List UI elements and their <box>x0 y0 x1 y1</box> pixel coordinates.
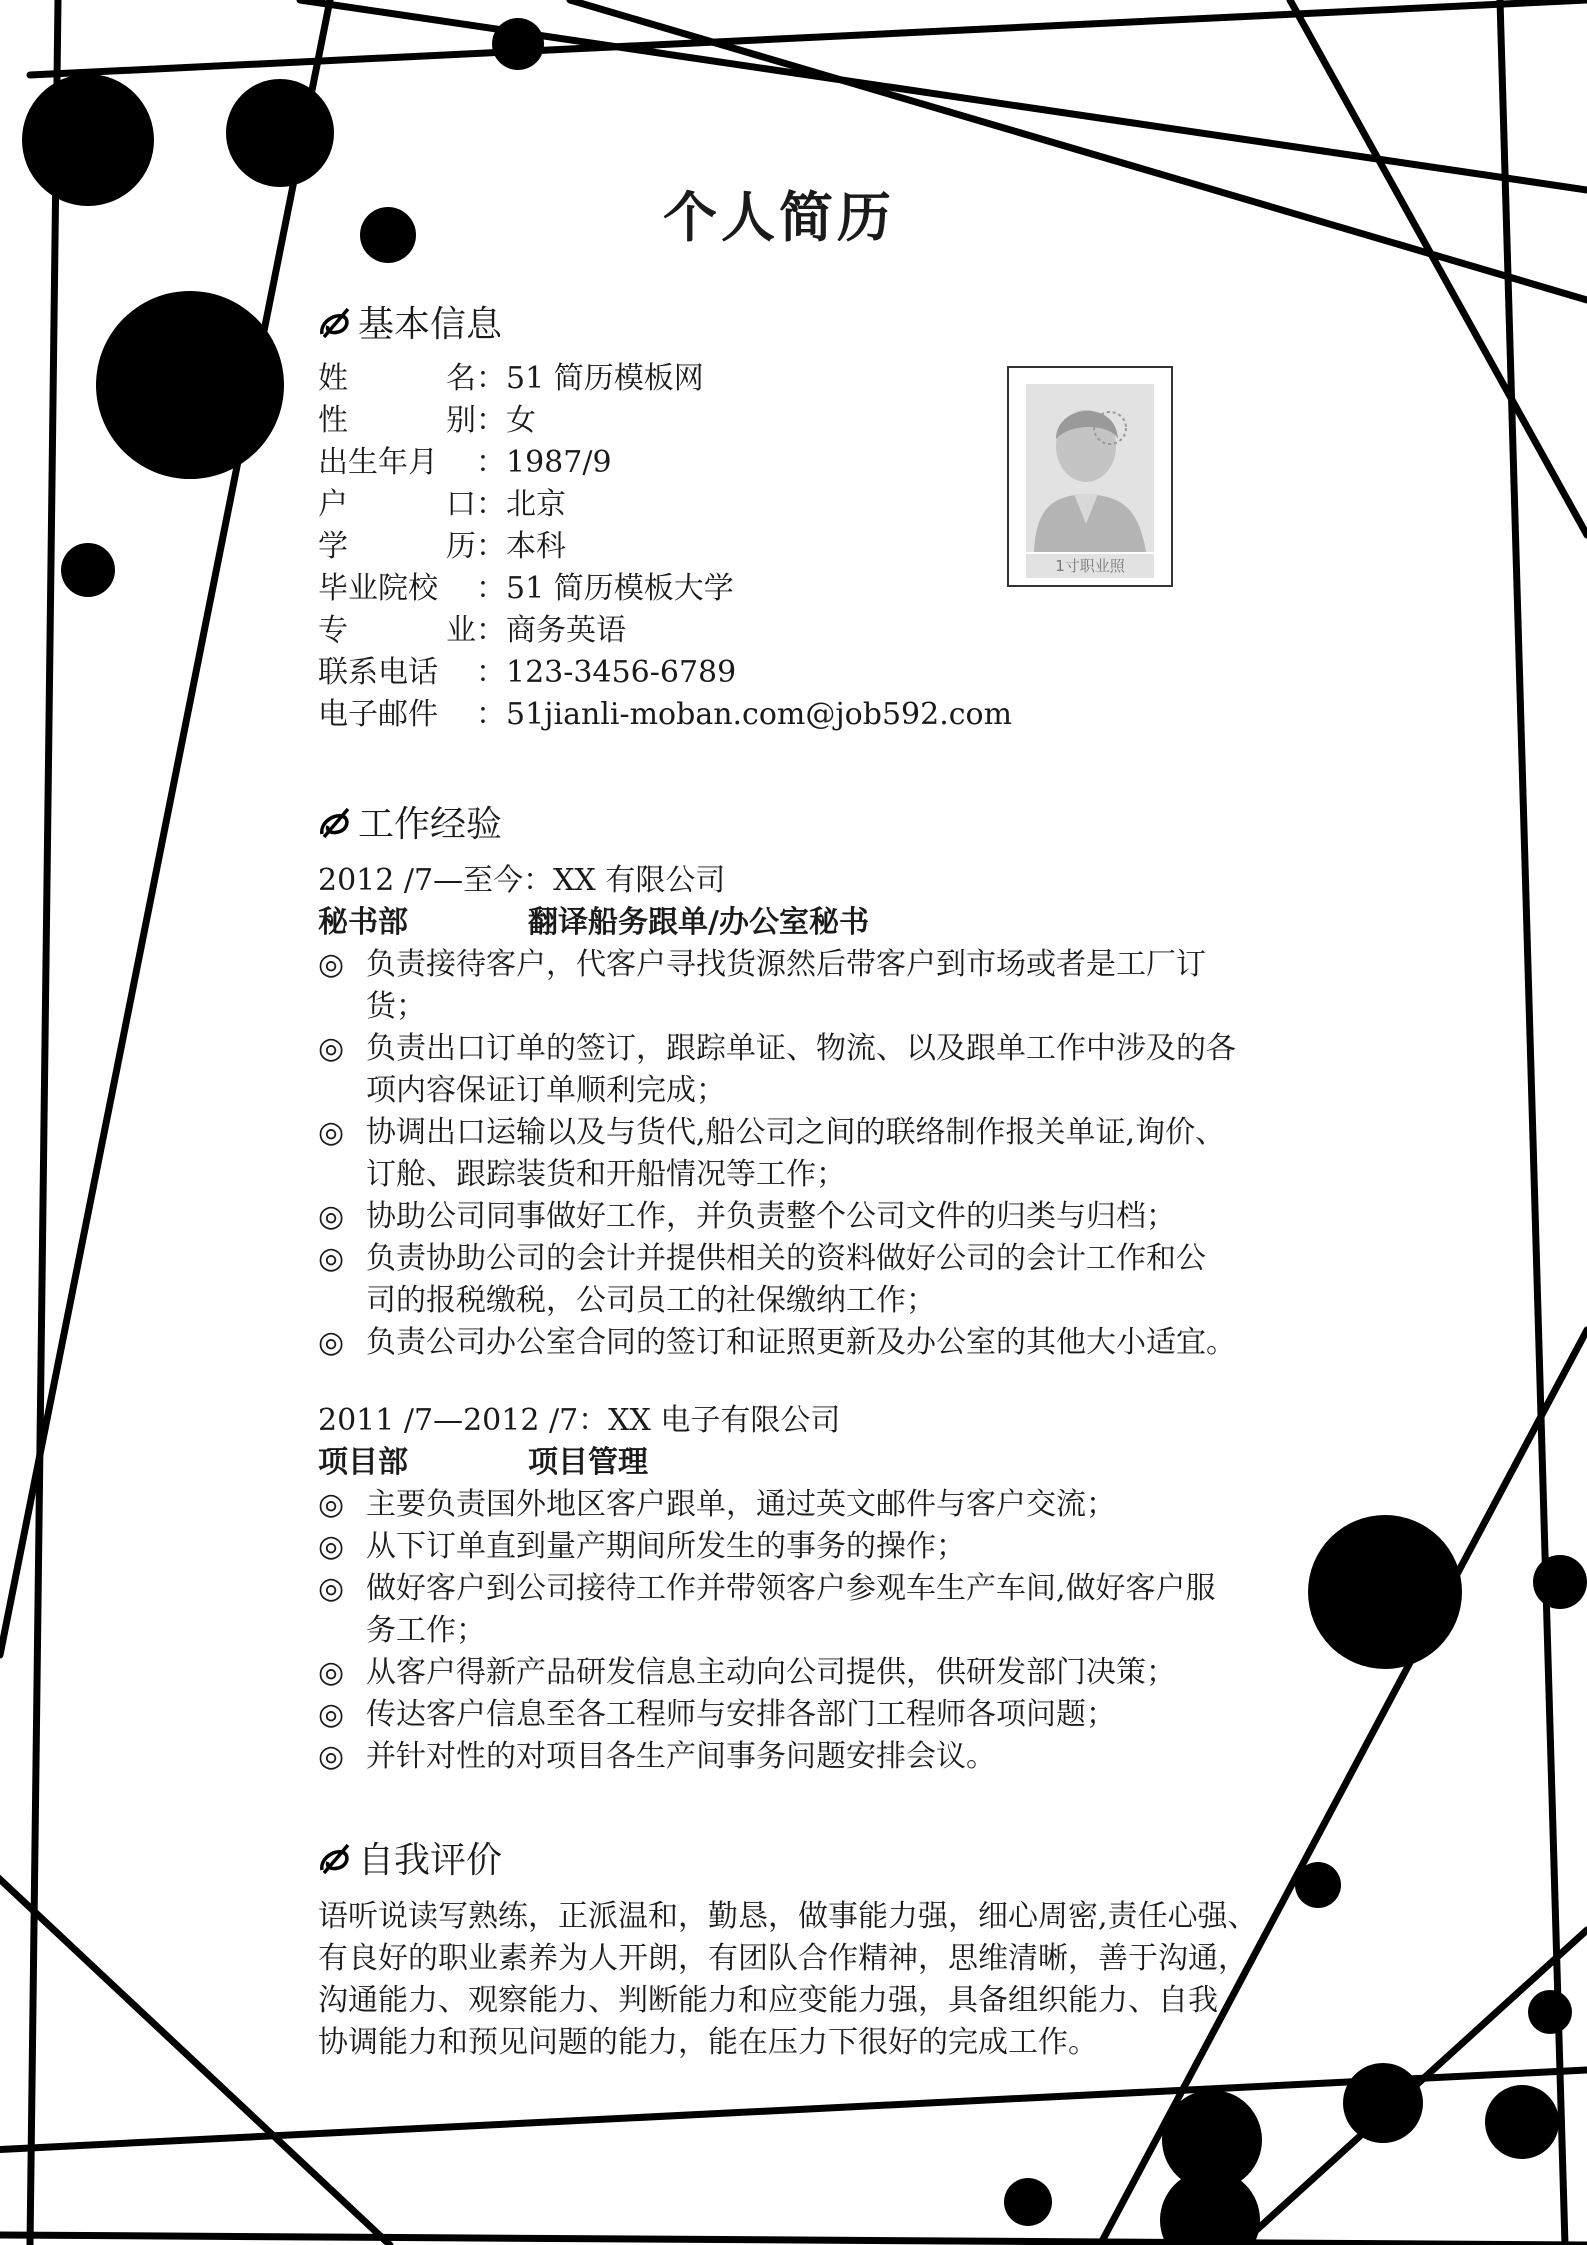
list-item: ◎ 负责公司办公室合同的签订和证照更新及办公室的其他大小适宜。 <box>318 1322 1298 1364</box>
info-label: 毕业院校 <box>318 571 438 606</box>
info-row-school: 毕业院校 ： 51 简历模板大学 <box>318 568 1012 610</box>
avatar <box>1026 384 1154 552</box>
bullet-icon: ◎ <box>318 1529 345 1564</box>
list-item: ◎ 并针对性的对项目各生产间事务问题安排会议。 <box>318 1736 1298 1778</box>
bullet-icon: ◎ <box>318 1199 345 1234</box>
job-role <box>318 1442 1298 1484</box>
info-value: 北京 <box>506 487 566 522</box>
info-label: 性 别 <box>318 403 476 438</box>
section-title: 工作经验 <box>358 804 503 845</box>
info-label: 出生年月 <box>318 445 438 480</box>
bullet-icon: ◎ <box>318 1031 345 1066</box>
info-label: 户 口 <box>318 487 476 522</box>
text-line: 语听说读写熟练，正派温和，勤恳，做事能力强，细心周密,责任心强、 <box>318 1899 1258 1934</box>
info-value: 123-3456-6789 <box>506 655 737 690</box>
info-label: 专 业 <box>318 613 476 648</box>
info-value: 本科 <box>506 529 566 564</box>
list-item: ◎ 从客户得新产品研发信息主动向公司提供，供研发部门决策； <box>318 1652 1298 1694</box>
text-line: 协调能力和预见问题的能力，能在压力下很好的完成工作。 <box>318 2025 1098 2060</box>
info-row-hukou: 户 口 ： 北京 <box>318 484 1012 526</box>
bullet-icon: ◎ <box>318 1325 345 1360</box>
info-label: 姓 名 <box>318 361 476 396</box>
job-role <box>318 902 1298 944</box>
photo-placeholder <box>1007 366 1173 587</box>
job-position: 项目管理 <box>528 1445 648 1480</box>
section-self-evaluation <box>318 1832 502 1883</box>
job-department: 项目部 <box>318 1445 408 1480</box>
info-row-education: 学 历 ： 本科 <box>318 526 1012 568</box>
bullet-icon: ◎ <box>318 1241 345 1276</box>
info-value: 1987/9 <box>506 445 612 480</box>
job-entry <box>318 860 1298 1364</box>
list-item: ◎ 主要负责国外地区客户跟单，通过英文邮件与客户交流； <box>318 1484 1298 1526</box>
info-row-birth: 出生年月 ： 1987/9 <box>318 442 1012 484</box>
bullet-icon: ◎ <box>318 1115 345 1150</box>
job-department: 秘书部 <box>318 905 408 940</box>
bullet-icon: ◎ <box>318 1487 345 1522</box>
info-label: 电子邮件 <box>318 697 438 732</box>
section-work-experience <box>318 796 502 847</box>
list-item: ◎ 协调出口运输以及与货代,船公司之间的联络制作报关单证,询价、 订舱、跟踪装货和开船情况等工作； <box>318 1112 1298 1196</box>
info-value: 女 <box>506 403 536 438</box>
list-item: ◎ 传达客户信息至各工程师与安排各部门工程师各项问题； <box>318 1694 1298 1736</box>
pen-icon <box>318 1840 354 1876</box>
page-title: 个人简历 <box>663 186 895 249</box>
job-entry <box>318 1400 1298 1778</box>
bullet-icon: ◎ <box>318 1697 345 1732</box>
info-row-name: 姓 名 ： 51 简历模板网 <box>318 358 1012 400</box>
list-item: ◎ 负责出口订单的签订，跟踪单证、物流、以及跟单工作中涉及的各 项内容保证订单顺利完成； <box>318 1028 1298 1112</box>
section-title: 自我评价 <box>358 1840 503 1881</box>
job-period: 2012 /7—至今：XX 有限公司 <box>318 863 726 898</box>
info-value: 商务英语 <box>506 613 626 648</box>
bullet-icon: ◎ <box>318 947 345 982</box>
pen-icon <box>318 804 354 840</box>
text-line: 有良好的职业素养为人开朗，有团队合作精神，思维清晰，善于沟通， <box>318 1941 1248 1976</box>
info-row-major: 专 业 ： 商务英语 <box>318 610 1012 652</box>
list-item: ◎ 做好客户到公司接待工作并带领客户参观车生产车间,做好客户服 务工作； <box>318 1568 1298 1652</box>
section-basic-info <box>318 296 502 347</box>
photo-caption: 1寸职业照 <box>1026 554 1154 578</box>
list-item: ◎ 从下订单直到量产期间所发生的事务的操作； <box>318 1526 1298 1568</box>
info-row-phone: 联系电话 ： 123-3456-6789 <box>318 652 1012 694</box>
list-item: ◎ 负责协助公司的会计并提供相关的资料做好公司的会计工作和公 司的报税缴税，公司员工的社保缴纳工作； <box>318 1238 1298 1322</box>
info-value: 51 简历模板大学 <box>506 571 734 606</box>
info-value: 51jianli-moban.com@job592.com <box>506 697 1013 732</box>
bullet-icon: ◎ <box>318 1739 345 1774</box>
bullet-icon: ◎ <box>318 1655 345 1690</box>
section-title: 基本信息 <box>358 304 503 345</box>
bullet-icon: ◎ <box>318 1571 345 1606</box>
info-row-email: 电子邮件 ： 51jianli-moban.com@job592.com <box>318 694 1012 736</box>
info-label: 联系电话 <box>318 655 438 690</box>
job-position: 翻译船务跟单/办公室秘书 <box>528 905 869 940</box>
person-silhouette-icon <box>1026 384 1154 552</box>
list-item: ◎ 协助公司同事做好工作，并负责整个公司文件的归类与归档； <box>318 1196 1298 1238</box>
info-row-gender: 性 别 ： 女 <box>318 400 1012 442</box>
info-label: 学 历 <box>318 529 476 564</box>
list-item: ◎ 负责接待客户，代客户寻找货源然后带客户到市场或者是工厂订 货； <box>318 944 1298 1028</box>
basic-info-list <box>318 358 1012 736</box>
pen-icon <box>318 304 354 340</box>
job-period: 2011 /7—2012 /7：XX 电子有限公司 <box>318 1403 841 1438</box>
info-value: 51 简历模板网 <box>506 361 704 396</box>
text-line: 沟通能力、观察能力、判断能力和应变能力强，具备组织能力、自我 <box>318 1983 1218 2018</box>
self-evaluation-text <box>318 1896 1283 2064</box>
